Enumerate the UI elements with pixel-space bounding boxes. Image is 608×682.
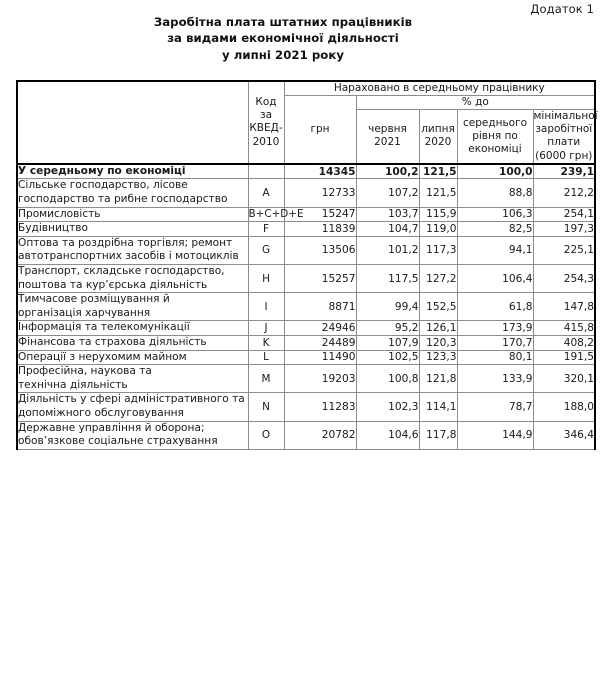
row-name-line1: Фінансова та страхова діяльність	[18, 335, 207, 348]
header-kved-line3: 2010	[252, 135, 280, 148]
row-value-vs-minimum-wage: 408,2	[533, 335, 595, 350]
row-value-vs-average-economy: 61,8	[457, 293, 533, 321]
row-name-line1: Тимчасове розміщування й	[18, 293, 170, 306]
row-value-vs-july-2020: 121,8	[419, 365, 457, 393]
row-value-vs-average-economy: 106,3	[457, 207, 533, 222]
table-row	[17, 264, 595, 292]
row-kved-code: M	[248, 365, 284, 393]
row-kved-code: I	[248, 293, 284, 321]
row-activity-name	[17, 236, 248, 264]
row-value-vs-average-economy: 144,9	[457, 421, 533, 449]
row-activity-name	[17, 164, 248, 179]
row-value-uah: 19203	[284, 365, 356, 393]
row-name-line2: автотранспортних засобів і мотоциклів	[18, 250, 239, 263]
row-name-line1: Операції з нерухомим майном	[18, 350, 187, 363]
table-row	[17, 236, 595, 264]
header-min-line1: мінімальної	[533, 110, 598, 122]
page-title	[0, 14, 608, 63]
row-value-vs-minimum-wage: 191,5	[533, 350, 595, 365]
row-value-vs-minimum-wage: 254,3	[533, 264, 595, 292]
row-value-vs-july-2020: 127,2	[419, 264, 457, 292]
row-kved-code: K	[248, 335, 284, 350]
row-value-vs-june-2021: 95,2	[356, 321, 419, 336]
row-name-line1: Транспорт, складське господарство,	[18, 264, 225, 277]
row-value-vs-july-2020: 121,5	[419, 164, 457, 179]
row-activity-name	[17, 321, 248, 336]
row-value-vs-minimum-wage: 212,2	[533, 179, 595, 207]
header-vs-minimum-wage	[533, 110, 598, 164]
row-value-vs-june-2021: 100,2	[356, 164, 419, 179]
row-activity-name	[17, 393, 248, 421]
row-activity-name	[17, 350, 248, 365]
row-value-vs-july-2020: 117,8	[419, 421, 457, 449]
row-activity-name	[17, 179, 248, 207]
header-kved-line2: КВЕД-	[249, 122, 283, 135]
table-row	[17, 393, 595, 421]
row-value-vs-june-2021: 107,9	[356, 335, 419, 350]
header-avg-line1: середнього	[462, 116, 528, 129]
row-kved-code: H	[248, 264, 284, 292]
wage-statistics-table-wrapper	[16, 80, 598, 450]
row-value-vs-average-economy: 100,0	[457, 164, 533, 179]
row-kved-code: L	[248, 350, 284, 365]
row-kved-code: A	[248, 179, 284, 207]
row-value-uah: 12733	[284, 179, 356, 207]
header-june-line1: червня	[368, 123, 407, 136]
row-value-uah: 20782	[284, 421, 356, 449]
row-name-line1: Будівництво	[18, 222, 88, 235]
row-value-vs-june-2021: 102,5	[356, 350, 419, 365]
header-uah: грн	[284, 96, 356, 164]
row-value-uah: 15247	[284, 207, 356, 222]
row-name-line1: Державне управління й оборона;	[18, 421, 205, 434]
row-value-vs-average-economy: 170,7	[457, 335, 533, 350]
row-name-line1: У середньому по економіці	[18, 164, 186, 177]
table-row	[17, 207, 595, 222]
header-row-group	[17, 81, 595, 96]
header-min-line4: (6000 грн)	[535, 149, 593, 162]
row-value-vs-june-2021: 102,3	[356, 393, 419, 421]
table-row	[17, 321, 595, 336]
row-value-vs-july-2020: 126,1	[419, 321, 457, 336]
row-value-vs-june-2021: 107,2	[356, 179, 419, 207]
row-value-vs-average-economy: 106,4	[457, 264, 533, 292]
row-value-uah: 11283	[284, 393, 356, 421]
table-row	[17, 421, 595, 449]
row-value-vs-july-2020: 120,3	[419, 335, 457, 350]
table-header	[17, 81, 598, 164]
row-name-line1: Сільське господарство, лісове	[18, 179, 188, 192]
row-activity-name	[17, 222, 248, 237]
header-vs-june-2021	[356, 110, 419, 164]
row-kved-code: G	[248, 236, 284, 264]
row-activity-name	[17, 264, 248, 292]
row-kved-code	[248, 164, 284, 179]
row-value-vs-minimum-wage: 225,1	[533, 236, 595, 264]
table-row	[17, 335, 595, 350]
header-vs-july-2020	[419, 110, 457, 164]
row-name-line2: обов’язкове соціальне страхування	[18, 435, 218, 448]
row-value-vs-minimum-wage: 415,8	[533, 321, 595, 336]
row-name-line2: технічна діяльність	[18, 378, 128, 391]
row-activity-name	[17, 293, 248, 321]
row-name-line2: організація харчування	[18, 306, 151, 319]
table-row	[17, 179, 595, 207]
header-july-line1: липня	[421, 123, 455, 136]
row-value-uah: 14345	[284, 164, 356, 179]
annex-label: Додаток 1	[530, 2, 594, 16]
row-value-vs-july-2020: 152,5	[419, 293, 457, 321]
title-line-2: за видами економічної діяльності	[167, 31, 399, 46]
row-kved-code: F	[248, 222, 284, 237]
row-name-line1: Оптова та роздрібна торгівля; ремонт	[18, 236, 233, 249]
row-value-uah: 15257	[284, 264, 356, 292]
row-value-uah: 11839	[284, 222, 356, 237]
row-value-vs-july-2020: 115,9	[419, 207, 457, 222]
header-july-line2: 2020	[424, 136, 452, 149]
header-kved-line1: Код за	[255, 96, 277, 122]
row-activity-name	[17, 365, 248, 393]
row-value-vs-june-2021: 100,8	[356, 365, 419, 393]
row-value-uah: 11490	[284, 350, 356, 365]
row-value-vs-june-2021: 104,6	[356, 421, 419, 449]
row-name-line1: Інформація та телекомунікації	[18, 321, 190, 334]
row-value-vs-average-economy: 78,7	[457, 393, 533, 421]
row-value-vs-average-economy: 133,9	[457, 365, 533, 393]
row-name-line1: Професійна, наукова та	[18, 365, 152, 378]
table-row	[17, 293, 595, 321]
row-value-vs-june-2021: 101,2	[356, 236, 419, 264]
title-line-1: Заробітна плата штатних працівників	[153, 15, 413, 29]
row-value-vs-july-2020: 121,5	[419, 179, 457, 207]
table-row	[17, 350, 595, 365]
header-june-line2: 2021	[374, 136, 401, 149]
header-kved-code	[248, 81, 284, 164]
row-kved-code: O	[248, 421, 284, 449]
row-activity-name	[17, 335, 248, 350]
row-value-vs-july-2020: 119,0	[419, 222, 457, 237]
row-value-uah: 8871	[284, 293, 356, 321]
row-value-vs-june-2021: 117,5	[356, 264, 419, 292]
row-value-vs-average-economy: 88,8	[457, 179, 533, 207]
row-value-vs-june-2021: 99,4	[356, 293, 419, 321]
row-value-vs-minimum-wage: 254,1	[533, 207, 595, 222]
row-value-vs-minimum-wage: 239,1	[533, 164, 595, 179]
row-value-vs-july-2020: 123,3	[419, 350, 457, 365]
row-value-vs-july-2020: 114,1	[419, 393, 457, 421]
row-name-line2: господарство та рибне господарство	[18, 193, 228, 205]
row-value-vs-minimum-wage: 197,3	[533, 222, 595, 237]
row-value-vs-minimum-wage: 320,1	[533, 365, 595, 393]
row-value-vs-average-economy: 80,1	[457, 350, 533, 365]
row-value-uah: 13506	[284, 236, 356, 264]
row-value-vs-july-2020: 117,3	[419, 236, 457, 264]
table-body	[17, 164, 595, 449]
row-value-uah: 24489	[284, 335, 356, 350]
header-min-line2: заробітної	[535, 123, 593, 136]
header-avg-line3: економіці	[468, 143, 522, 155]
header-min-line3: плати	[547, 136, 581, 149]
wage-statistics-table	[16, 80, 596, 450]
header-avg-line2: рівня по	[472, 129, 518, 142]
row-kved-code: J	[248, 321, 284, 336]
header-group-percent: % до	[356, 96, 595, 110]
header-group-accrued: Нараховано в середньому працівнику	[284, 81, 595, 96]
row-value-vs-minimum-wage: 346,4	[533, 421, 595, 449]
table-row	[17, 164, 595, 179]
row-name-line1: Промисловість	[18, 207, 101, 220]
row-name-line2: поштова та кур’єрська діяльність	[18, 278, 208, 291]
row-name-line2: допоміжного обслуговування	[18, 406, 184, 419]
header-vs-average-economy	[457, 110, 533, 164]
row-value-vs-june-2021: 104,7	[356, 222, 419, 237]
row-value-vs-average-economy: 173,9	[457, 321, 533, 336]
row-value-vs-minimum-wage: 188,0	[533, 393, 595, 421]
row-name-line1: Діяльність у сфері адміністративного та	[18, 393, 245, 406]
row-value-vs-average-economy: 94,1	[457, 236, 533, 264]
row-value-uah: 24946	[284, 321, 356, 336]
row-value-vs-average-economy: 82,5	[457, 222, 533, 237]
row-value-vs-june-2021: 103,7	[356, 207, 419, 222]
table-row	[17, 222, 595, 237]
row-activity-name	[17, 421, 248, 449]
row-value-vs-minimum-wage: 147,8	[533, 293, 595, 321]
title-line-3: у липні 2021 року	[221, 47, 345, 62]
row-activity-name	[17, 207, 248, 222]
row-kved-code: N	[248, 393, 284, 421]
row-kved-code: B+C+D+E	[248, 208, 304, 221]
table-row	[17, 365, 595, 393]
header-corner-blank	[17, 81, 248, 164]
